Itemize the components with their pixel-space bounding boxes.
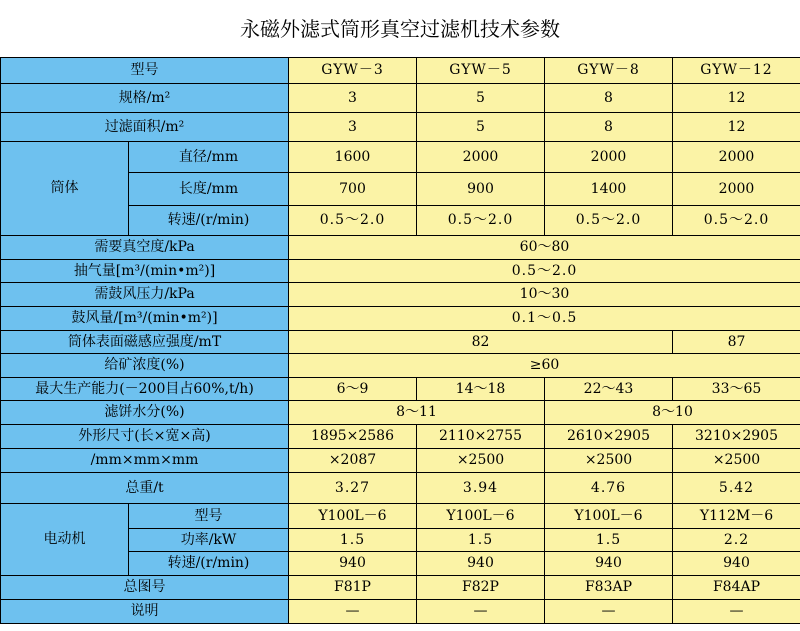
value-cell: 2000 <box>417 142 545 173</box>
value-cell: Y100L－6 <box>545 504 673 529</box>
header-row <box>1 58 800 84</box>
value-cell: F84AP <box>673 576 800 600</box>
motor-speed-label: 转速/(r/min) <box>129 552 289 576</box>
capacity-row <box>1 378 800 401</box>
magnetic-row <box>1 331 800 354</box>
value-cell: 2110×2755 <box>417 425 545 449</box>
value-cell: F83AP <box>545 576 673 600</box>
moisture-row <box>1 401 800 425</box>
vacuum-row <box>1 236 800 260</box>
value-cell: 10～30 <box>289 283 800 307</box>
value-cell: ≥60 <box>289 354 800 378</box>
value-cell: 1.5 <box>289 529 417 552</box>
weight-row <box>1 473 800 504</box>
filter-area-label: 过滤面积/m² <box>1 113 289 142</box>
dimensions-unit-label: /mm×mm×mm <box>1 449 289 473</box>
drawing-label: 总图号 <box>1 576 289 600</box>
value-cell: F81P <box>289 576 417 600</box>
value-cell: 14～18 <box>417 378 545 401</box>
value-cell: 2000 <box>673 142 800 173</box>
value-cell: 60～80 <box>289 236 800 260</box>
vacuum-label: 需要真空度/kPa <box>1 236 289 260</box>
value-cell: 0.1～0.5 <box>289 307 800 331</box>
value-cell: 1400 <box>545 173 673 206</box>
value-cell: 12 <box>673 84 800 113</box>
model-cell: GYW－12 <box>673 58 800 84</box>
value-cell: 12 <box>673 113 800 142</box>
blow-volume-label: 鼓风量/[m³/(min•m²)] <box>1 307 289 331</box>
blower-pressure-label: 需鼓风压力/kPa <box>1 283 289 307</box>
value-cell: 33～65 <box>673 378 800 401</box>
value-cell: 0.5～2.0 <box>417 206 545 236</box>
drum-diameter-row <box>1 142 800 173</box>
value-cell: 8～10 <box>545 401 800 425</box>
value-cell: 2610×2905 <box>545 425 673 449</box>
value-cell: 5 <box>417 84 545 113</box>
blow-volume-row <box>1 307 800 331</box>
value-cell: 0.5～2.0 <box>673 206 800 236</box>
value-cell: ×2500 <box>673 449 800 473</box>
value-cell: 940 <box>673 552 800 576</box>
capacity-label: 最大生产能力(－200目占60%,t/h) <box>1 378 289 401</box>
value-cell: 87 <box>673 331 800 354</box>
drum-speed-label: 转速/(r/min) <box>129 206 289 236</box>
value-cell: ×2500 <box>545 449 673 473</box>
dimensions-label: 外形尺寸(长×宽×高) <box>1 425 289 449</box>
value-cell: 6～9 <box>289 378 417 401</box>
motor-model-row <box>1 504 800 529</box>
model-cell: GYW－3 <box>289 58 417 84</box>
value-cell: 8 <box>545 84 673 113</box>
value-cell: 5 <box>417 113 545 142</box>
dimensions-row <box>1 425 800 449</box>
value-cell: — <box>673 600 800 624</box>
value-cell: ×2087 <box>289 449 417 473</box>
spec-table <box>0 57 800 624</box>
value-cell: 4.76 <box>545 473 673 504</box>
value-cell: — <box>289 600 417 624</box>
value-cell: Y100L－6 <box>289 504 417 529</box>
value-cell: 3210×2905 <box>673 425 800 449</box>
drawing-row <box>1 576 800 600</box>
value-cell: 8～11 <box>289 401 545 425</box>
notes-row <box>1 600 800 624</box>
value-cell: 8 <box>545 113 673 142</box>
value-cell: 0.5～2.0 <box>289 206 417 236</box>
motor-label: 电动机 <box>1 504 129 576</box>
value-cell: 1600 <box>289 142 417 173</box>
value-cell: 940 <box>545 552 673 576</box>
drum-label: 筒体 <box>1 142 129 236</box>
length-label: 长度/mm <box>129 173 289 206</box>
value-cell: 1.5 <box>417 529 545 552</box>
value-cell: 0.5～2.0 <box>545 206 673 236</box>
model-cell: GYW－8 <box>545 58 673 84</box>
value-cell: 940 <box>417 552 545 576</box>
motor-power-label: 功率/kW <box>129 529 289 552</box>
value-cell: 2000 <box>673 173 800 206</box>
feed-row <box>1 354 800 378</box>
page-title: 永磁外滤式筒形真空过滤机技术参数 <box>240 17 560 41</box>
value-cell: 1895×2586 <box>289 425 417 449</box>
feed-label: 给矿浓度(%) <box>1 354 289 378</box>
filter-area-row <box>1 113 800 142</box>
motor-model-label: 型号 <box>129 504 289 529</box>
value-cell: 3.27 <box>289 473 417 504</box>
moisture-label: 滤饼水分(%) <box>1 401 289 425</box>
value-cell: 22～43 <box>545 378 673 401</box>
diameter-label: 直径/mm <box>129 142 289 173</box>
notes-label: 说明 <box>1 600 289 624</box>
value-cell: 940 <box>289 552 417 576</box>
value-cell: — <box>545 600 673 624</box>
value-cell: 2000 <box>545 142 673 173</box>
value-cell: 82 <box>289 331 673 354</box>
value-cell: ×2500 <box>417 449 545 473</box>
value-cell: 3 <box>289 84 417 113</box>
magnetic-label: 筒体表面磁感应强度/mT <box>1 331 289 354</box>
value-cell: 5.42 <box>673 473 800 504</box>
value-cell: Y100L－6 <box>417 504 545 529</box>
value-cell: 3 <box>289 113 417 142</box>
spec-label: 规格/m² <box>1 84 289 113</box>
value-cell: 900 <box>417 173 545 206</box>
suction-label: 抽气量[m³/(min•m²)] <box>1 260 289 283</box>
weight-label: 总重/t <box>1 473 289 504</box>
spec-row <box>1 84 800 113</box>
value-cell: 1.5 <box>545 529 673 552</box>
blower-pressure-row <box>1 283 800 307</box>
value-cell: F82P <box>417 576 545 600</box>
model-label: 型号 <box>1 58 289 84</box>
value-cell: Y112M－6 <box>673 504 800 529</box>
suction-row <box>1 260 800 283</box>
model-cell: GYW－5 <box>417 58 545 84</box>
value-cell: 700 <box>289 173 417 206</box>
value-cell: — <box>417 600 545 624</box>
value-cell: 3.94 <box>417 473 545 504</box>
value-cell: 0.5～2.0 <box>289 260 800 283</box>
value-cell: 2.2 <box>673 529 800 552</box>
dimensions-row-2 <box>1 449 800 473</box>
